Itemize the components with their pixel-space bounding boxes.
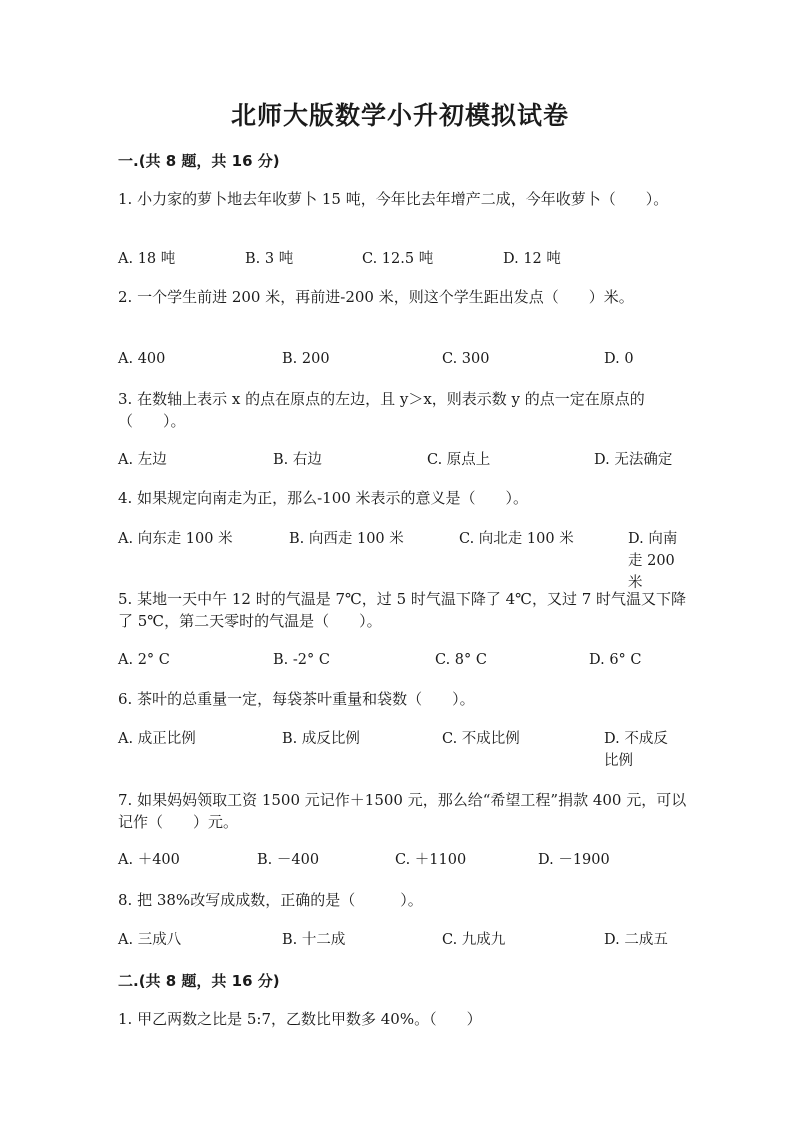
option-6a[interactable]: A. 成正比例 — [118, 731, 196, 747]
option-8c[interactable]: C. 九成九 — [442, 932, 506, 948]
option-3b[interactable]: B. 右边 — [273, 452, 322, 468]
option-8a[interactable]: A. 三成八 — [118, 932, 182, 948]
question-3: 3. 在数轴上表示 x 的点在原点的左边，且 y＞x，则表示数 y 的点一定在原点的（ ）。 — [118, 390, 645, 430]
option-7c[interactable]: C. ＋1100 — [395, 852, 467, 868]
option-7a[interactable]: A. ＋400 — [118, 852, 180, 868]
question-2: 2. 一个学生前进 200 米，再前进-200 米，则这个学生距出发点（ ）米。 — [118, 288, 634, 306]
option-3a[interactable]: A. 左边 — [118, 452, 167, 468]
option-4d[interactable]: D. 向南走 200 米 — [628, 531, 678, 591]
option-3c[interactable]: C. 原点上 — [427, 452, 491, 468]
option-4b[interactable]: B. 向西走 100 米 — [289, 531, 404, 547]
options-8 — [118, 929, 678, 973]
option-4c[interactable]: C. 向北走 100 米 — [459, 531, 574, 547]
question-8: 8. 把 38%改写成成数，正确的是（ ）。 — [118, 891, 423, 909]
option-1d[interactable]: D. 12 吨 — [503, 251, 561, 267]
option-7b[interactable]: B. －400 — [257, 852, 320, 868]
option-2a[interactable]: A. 400 — [118, 351, 166, 367]
section2-question-1: 1. 甲乙两数之比是 5:7，乙数比甲数多 40%。（ ） — [118, 1010, 482, 1028]
question-6: 6. 茶叶的总重量一定，每袋茶叶重量和袋数（ ）。 — [118, 690, 475, 708]
option-1a[interactable]: A. 18 吨 — [118, 251, 176, 267]
option-5a[interactable]: A. 2° C — [118, 652, 170, 668]
question-5: 5. 某地一天中午 12 时的气温是 7℃，过 5 时气温下降了 4℃，又过 7 时气温又下降了 5℃，第二天零时的气温是（ ）。 — [118, 590, 687, 630]
option-5d[interactable]: D. 6° C — [589, 652, 642, 668]
option-4a[interactable]: A. 向东走 100 米 — [118, 531, 233, 547]
section-heading-1: 一.(共 8 题，共 16 分) — [118, 152, 280, 170]
question-1: 1. 小力家的萝卜地去年收萝卜 15 吨，今年比去年增产二成，今年收萝卜（ ）。 — [118, 190, 669, 208]
option-6b[interactable]: B. 成反比例 — [282, 731, 360, 747]
question-7: 7. 如果妈妈领取工资 1500 元记作＋1500 元，那么给“希望工程”捐款 400 元，可以记作（ ）元。 — [118, 791, 687, 831]
options-6 — [118, 728, 678, 772]
options-5 — [118, 649, 678, 693]
option-6c[interactable]: C. 不成比例 — [442, 731, 520, 747]
option-7d[interactable]: D. －1900 — [538, 852, 610, 868]
option-3d[interactable]: D. 无法确定 — [594, 452, 673, 468]
page-title: 北师大版数学小升初模拟试卷 — [230, 101, 569, 130]
option-5c[interactable]: C. 8° C — [435, 652, 487, 668]
options-4 — [118, 528, 678, 591]
option-5b[interactable]: B. -2° C — [273, 652, 330, 668]
option-1c[interactable]: C. 12.5 吨 — [362, 251, 434, 267]
option-8d[interactable]: D. 二成五 — [604, 932, 668, 948]
option-8b[interactable]: B. 十二成 — [282, 932, 346, 948]
option-2c[interactable]: C. 300 — [442, 351, 490, 367]
question-4: 4. 如果规定向南走为正，那么-100 米表示的意义是（ ）。 — [118, 489, 529, 507]
option-1b[interactable]: B. 3 吨 — [245, 251, 294, 267]
options-7 — [118, 849, 678, 893]
options-2 — [118, 348, 678, 392]
option-2d[interactable]: D. 0 — [604, 351, 634, 367]
option-6d[interactable]: D. 不成反比例 — [604, 731, 668, 769]
section-heading-2: 二.(共 8 题，共 16 分) — [118, 972, 280, 990]
option-2b[interactable]: B. 200 — [282, 351, 330, 367]
